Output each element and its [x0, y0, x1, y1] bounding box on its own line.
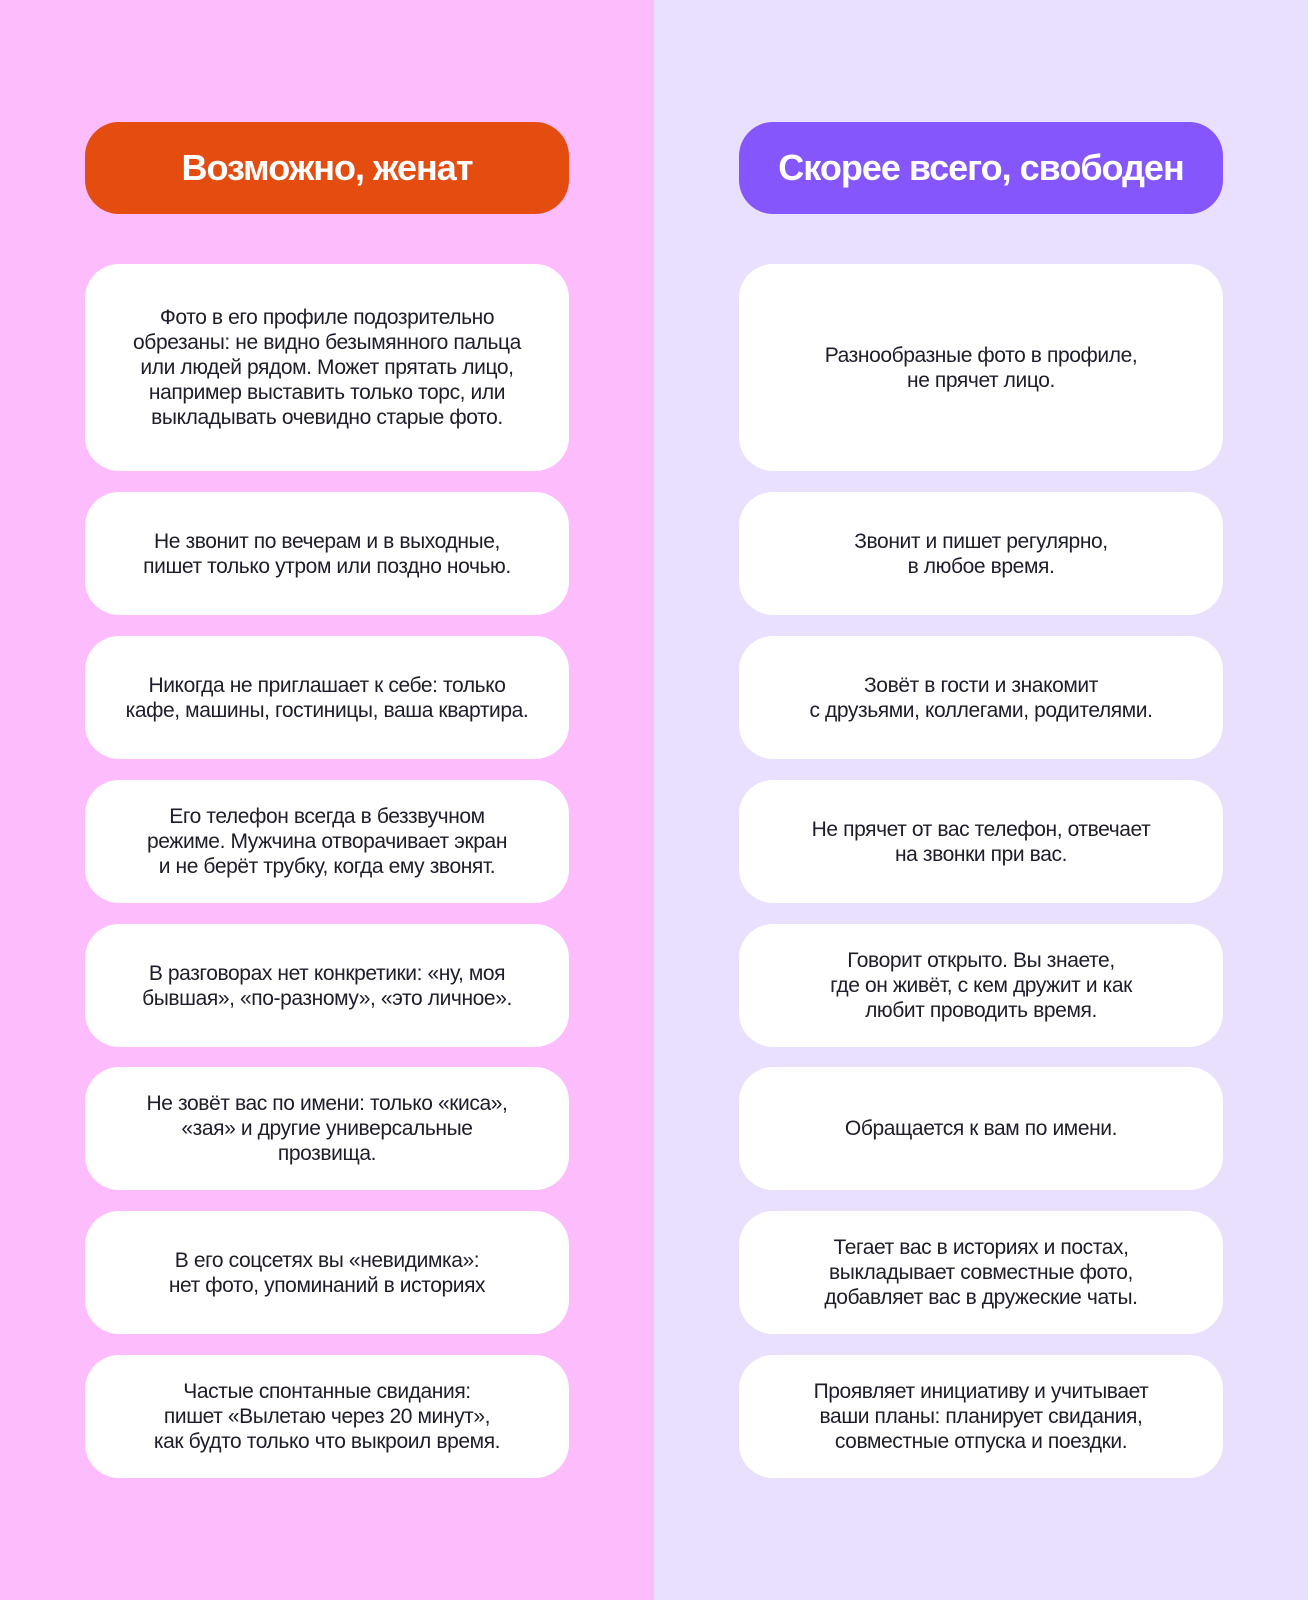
- married-card-7: В его соцсетях вы «невидимка»: нет фото, упоминаний в историях: [85, 1211, 569, 1334]
- married-card-5: В разговорах нет конкретики: «ну, моя бывшая», «по-разному», «это личное».: [85, 924, 569, 1047]
- married-card-8: Частые спонтанные свидания: пишет «Вылетаю через 20 минут», как будто только что выкроил время.: [85, 1355, 569, 1478]
- single-card-6: Обращается к вам по имени.: [739, 1067, 1223, 1190]
- married-card-1: Фото в его профиле подозрительно обрезаны: не видно безымянного пальца или людей рядом. Может прятать лицо, например выставить только торс, или выкладывать очевидно старые фото.: [85, 264, 569, 471]
- married-card-3: Никогда не приглашает к себе: только кафе, машины, гостиницы, ваша квартира.: [85, 636, 569, 759]
- married-card-6: Не зовёт вас по имени: только «киса», «зая» и другие универсальные прозвища.: [85, 1067, 569, 1190]
- single-card-1: Разнообразные фото в профиле, не прячет лицо.: [739, 264, 1223, 471]
- single-card-7: Тегает вас в историях и постах, выкладывает совместные фото, добавляет вас в дружеские чаты.: [739, 1211, 1223, 1334]
- married-card-2: Не звонит по вечерам и в выходные, пишет только утром или поздно ночью.: [85, 492, 569, 615]
- single-card-3: Зовёт в гости и знакомит с друзьями, коллегами, родителями.: [739, 636, 1223, 759]
- single-header: Скорее всего, свободен: [739, 122, 1223, 214]
- single-card-2: Звонит и пишет регулярно, в любое время.: [739, 492, 1223, 615]
- married-card-4: Его телефон всегда в беззвучном режиме. Мужчина отворачивает экран и не берёт трубку, когда ему звонят.: [85, 780, 569, 903]
- single-card-4: Не прячет от вас телефон, отвечает на звонки при вас.: [739, 780, 1223, 903]
- single-column: [654, 0, 1308, 1600]
- single-card-5: Говорит открыто. Вы знаете, где он живёт, с кем дружит и как любит проводить время.: [739, 924, 1223, 1047]
- single-card-8: Проявляет инициативу и учитывает ваши планы: планирует свидания, совместные отпуска и поездки.: [739, 1355, 1223, 1478]
- married-header: Возможно, женат: [85, 122, 569, 214]
